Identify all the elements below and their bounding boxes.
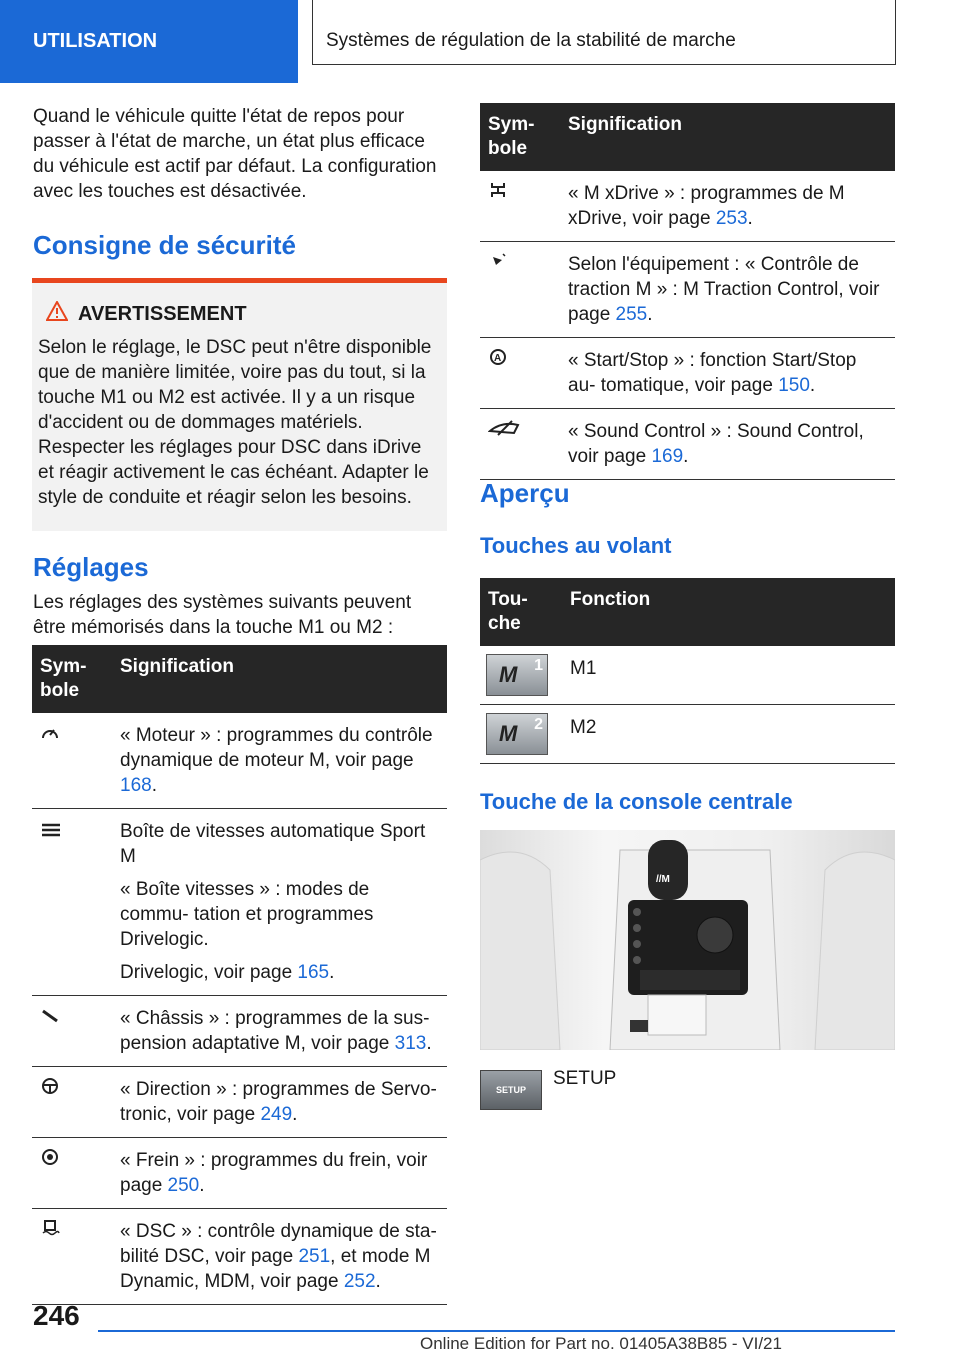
- table-row: « Frein » : programmes du frein, voir page 250.: [32, 1138, 447, 1209]
- col-symbol-header: Sym‐ bole: [32, 645, 112, 713]
- col-symbol-header: Sym‐ bole: [480, 103, 560, 171]
- xdrive-icon: [488, 181, 510, 199]
- dsc-icon: [40, 1219, 62, 1237]
- warning-box: [32, 278, 447, 531]
- page-link[interactable]: 255: [615, 304, 648, 325]
- brake-icon: [40, 1148, 62, 1166]
- traction-icon: [488, 252, 510, 270]
- steering-wheel-icon: [40, 1077, 62, 1095]
- page-link[interactable]: 165: [297, 962, 330, 983]
- chassis-icon: [40, 1006, 62, 1024]
- table-row: Selon l'équipement : « Contrôle de traction M » : M Traction Control, voir page 255.: [480, 242, 895, 338]
- page-link[interactable]: 252: [343, 1271, 376, 1292]
- intro-paragraph: Quand le véhicule quitte l'état de repos pour passer à l'état de marche, un état plus efficace du véhicule est actif par défaut. La configuration avec les touches est désactivée.: [33, 106, 437, 202]
- setup-key-icon: SETUP: [480, 1070, 542, 1110]
- footer-divider: [98, 1330, 895, 1332]
- page-link[interactable]: 169: [651, 446, 684, 467]
- key-function: M2: [562, 705, 895, 764]
- col-function-header: Fonction: [562, 578, 895, 646]
- console-heading: Touche de la console centrale: [480, 789, 793, 814]
- col-meaning-header: Signification: [560, 103, 895, 171]
- key-function: M1: [562, 646, 895, 705]
- start-stop-icon: [488, 348, 510, 366]
- table-row: « Châssis » : programmes de la sus‐ pension adaptative M, voir page 313.: [32, 996, 447, 1067]
- table-row: Boîte de vitesses automatique Sport M « Boîte vitesses » : modes de commu‐ tation et programmes Drivelogic. Drivelogic, voir page 165.: [32, 809, 447, 996]
- svg-text:A: A: [494, 353, 502, 364]
- page-link[interactable]: 250: [167, 1175, 200, 1196]
- page-link[interactable]: 150: [778, 375, 810, 396]
- table-row: [480, 705, 895, 764]
- page-link[interactable]: 313: [394, 1033, 427, 1054]
- engine-gauge-icon: [40, 723, 62, 741]
- svg-text://M: //M: [656, 874, 670, 885]
- safety-heading: Consigne de sécurité: [33, 230, 296, 260]
- warning-text: Selon le réglage, le DSC peut n'être disponible que de manière limitée, voire pas du tout, si la touche M1 ou M2 est activée. Il y a un risque d'accident ou de dommages matériels. Respecter les réglages pour DSC dans iDrive et réagir activement le cas échéant. Adapter le style de conduite et réagir selon les besoins.: [38, 337, 432, 508]
- section-title: UTILISATION: [33, 30, 158, 52]
- settings-text: Les réglages des systèmes suivants peuvent être mémorisés dans la touche M1 ou M2 :: [33, 592, 412, 638]
- settings-heading: Réglages: [33, 552, 149, 582]
- setup-label: SETUP: [553, 1068, 617, 1089]
- settings-table-continued: [480, 103, 895, 480]
- table-row: [480, 646, 895, 705]
- table-row: « Sound Control » : Sound Control, voir page 169.: [480, 409, 895, 480]
- col-meaning-header: Signification: [112, 645, 447, 713]
- chapter-title: Systèmes de régulation de la stabilité de marche: [326, 30, 736, 51]
- m1-key-icon: M 1: [486, 654, 548, 696]
- overview-heading: Aperçu: [480, 478, 570, 508]
- warning-triangle-icon: [46, 301, 68, 326]
- wheel-keys-table: [480, 578, 895, 764]
- wheel-keys-heading: Touches au volant: [480, 533, 672, 558]
- page-link[interactable]: 168: [120, 775, 152, 796]
- table-row: « DSC » : contrôle dynamique de sta‐ bilité DSC, voir page 251, et mode M Dynamic, MDM, voir page 252.: [32, 1209, 447, 1305]
- table-row: « M xDrive » : programmes de M xDrive, voir page 253.: [480, 171, 895, 242]
- warning-title: AVERTISSEMENT: [78, 303, 247, 325]
- m2-key-icon: M 2: [486, 713, 548, 755]
- table-row: « Direction » : programmes de Servo‐ tronic, voir page 249.: [32, 1067, 447, 1138]
- table-row: « Moteur » : programmes du contrôle dynamique de moteur M, voir page 168.: [32, 713, 447, 809]
- sound-control-icon: [488, 419, 522, 437]
- page-link[interactable]: 251: [298, 1246, 331, 1267]
- section-tab: [0, 0, 298, 83]
- footer-edition: Online Edition for Part no. 01405A38B85 - VI/21: [420, 1334, 782, 1353]
- table-row: A « Start/Stop » : fonction Start/Stop au‐ tomatique, voir page 150.: [480, 338, 895, 409]
- col-key-header: Tou‐ che: [480, 578, 562, 646]
- chapter-tab: [312, 0, 896, 65]
- page-link[interactable]: 249: [260, 1104, 293, 1125]
- center-console-image: [480, 830, 895, 1050]
- page-number: 246: [33, 1300, 80, 1331]
- settings-table: [32, 645, 447, 1305]
- page-link[interactable]: 253: [715, 208, 748, 229]
- gearbox-icon: [40, 819, 62, 837]
